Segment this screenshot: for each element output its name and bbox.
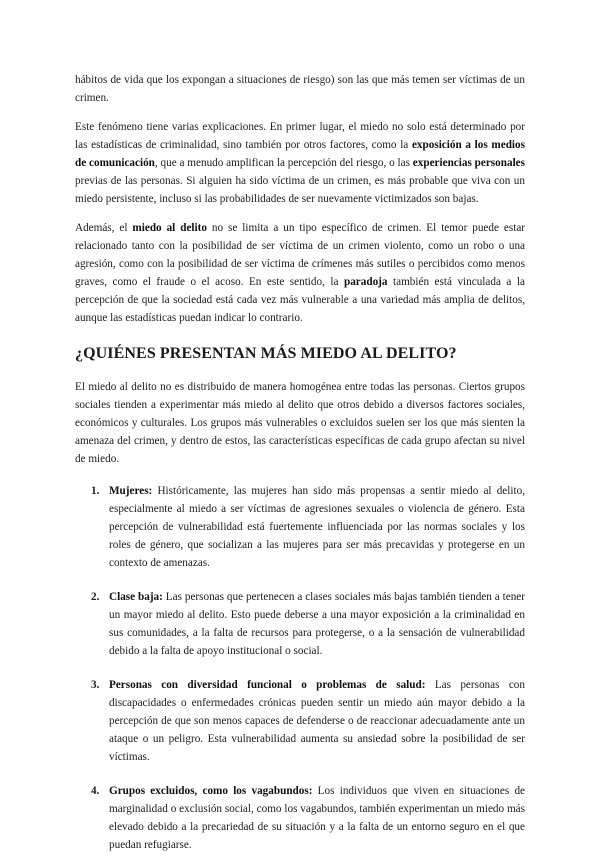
paragraph-explanations	[75, 118, 525, 208]
list-item	[75, 588, 525, 660]
section-heading: ¿QUIÉNES PRESENTAN MÁS MIEDO AL DELITO?	[75, 345, 457, 362]
list-item-title: Clase baja:	[109, 591, 163, 603]
list-item-body: Las personas con discapacidades o enfermedades crónicas pueden sentir un miedo aún mayor debido a la percepción de que son menos capaces de defenderse o de reaccionar adecuadamente ante un ataque o un peligro. Esta vulnerabilidad aumenta su ansiedad sobre la posibilidad de ser víctimas.	[109, 679, 525, 763]
list-item-text	[109, 676, 525, 766]
paragraph-crime-types	[75, 219, 525, 327]
text-run: no se limita a un tipo específico de crimen. El temor puede estar relacionado tanto con la posibilidad de ser víctima de un crimen violento, como un robo o una agresión, como con la posibilidad de ser víctima de crímenes más sutiles o percibidos como menos graves, como el fraude o el acoso. En este sentido, la	[75, 222, 526, 288]
list-item	[75, 676, 525, 766]
list-item	[75, 482, 525, 572]
list-item	[75, 782, 525, 854]
list-number: 3.	[91, 679, 100, 691]
list-item-body: Las personas que pertenecen a clases sociales más bajas también tienden a tener un mayor miedo al delito. Esto puede deberse a una mayor exposición a la criminalidad en sus comunidades, a la falta de recursos para protegerse, o a la sensación de vulnerabilidad debido a la falta de apoyo institucional o social.	[109, 591, 525, 657]
emphasis-personal-experiences: experiencias personales	[412, 157, 525, 169]
emphasis-media-exposure: exposición a los medios de comunicación	[75, 139, 525, 169]
text-run: Este fenómeno tiene varias explicaciones. En primer lugar, el miedo no solo está determinado por las estadísticas de criminalidad, sino también por otros factores, como la	[75, 121, 525, 151]
list-item-title: Grupos excluidos, como los vagabundos:	[109, 785, 313, 797]
paragraph-intro-groups: El miedo al delito no es distribuido de manera homogénea entre todas las personas. Ciertos grupos sociales tienden a experimentar más miedo al delito que otros debido a diversos factores sociales, económicos y culturales. Los grupos más vulnerables o excluidos suelen ser los que más sienten la amenaza del crimen, y dentro de estos, las características específicas de cada grupo afectan su nivel de miedo.	[75, 381, 525, 465]
list-number: 2.	[91, 591, 100, 603]
list-item-title: Mujeres:	[109, 485, 153, 497]
text-run: Además, el	[75, 222, 133, 234]
paragraph-continuation: hábitos de vida que los expongan a situaciones de riesgo) son las que más temen ser víctimas de un crimen.	[75, 74, 525, 104]
list-item-text	[109, 588, 525, 660]
emphasis-fear-of-crime: miedo al delito	[132, 222, 207, 234]
text-run: , que a menudo amplifican la percepción del riesgo, o las	[154, 157, 413, 169]
list-number: 4.	[91, 785, 100, 797]
text-run: previas de las personas. Si alguien ha sido víctima de un crimen, es más probable que viva con un miedo persistente, incluso si las probabilidades de ser nuevamente victimizados son bajas.	[75, 175, 525, 205]
text-run: también está vinculada a la percepción de que la sociedad está cada vez más vulnerable a una variedad más amplia de delitos, aunque las estadísticas puedan indicar lo contrario.	[75, 276, 525, 324]
list-item-text	[109, 782, 525, 854]
emphasis-paradox: paradoja	[343, 276, 388, 288]
list-item-body: Los individuos que viven en situaciones de marginalidad o exclusión social, como los vagabundos, también experimentan un miedo más elevado debido a la precariedad de su situación y a la falta de un entorno seguro en el que puedan refugiarse.	[109, 785, 526, 851]
list-item-text	[109, 482, 525, 572]
list-item-body: Históricamente, las mujeres han sido más propensas a sentir miedo al delito, especialmente al miedo a ser víctimas de agresiones sexuales o violencia de género. Esta percepción de vulnerabilidad está fuertemente influenciada por las normas sociales y los roles de género, que socializan a las mujeres para ser más precavidas y protegerse en un contexto de amenazas.	[109, 485, 525, 569]
list-item-title: Personas con diversidad funcional o problemas de salud:	[109, 679, 426, 691]
list-number: 1.	[91, 485, 100, 497]
groups-list	[75, 482, 525, 854]
